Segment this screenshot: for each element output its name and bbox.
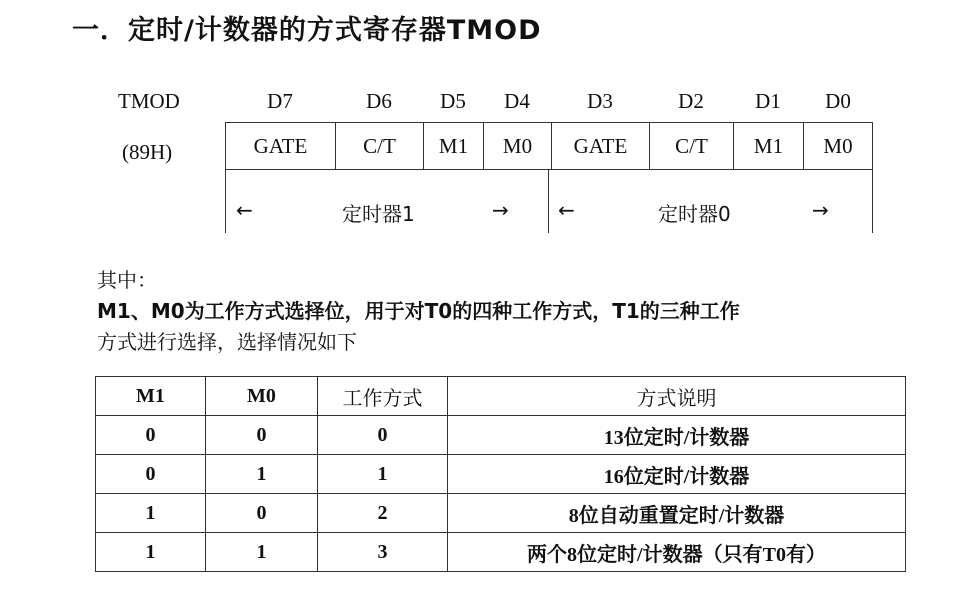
- cell-description: 16位定时/计数器: [448, 455, 906, 494]
- description-line1: M1、M0为工作方式选择位，用于对T0的四种工作方式，T1的三种工作: [97, 299, 740, 323]
- cell-mode: 1: [318, 455, 448, 494]
- group-divider-middle: [548, 170, 549, 233]
- header-m1: M1: [96, 377, 206, 416]
- cell-m0: 1: [206, 455, 318, 494]
- page-title: 一．定时/计数器的方式寄存器TMOD: [72, 15, 542, 46]
- cell-mode: 2: [318, 494, 448, 533]
- field-m0-t0: M0: [803, 123, 873, 169]
- description-intro: 其中：: [97, 268, 157, 292]
- field-ct-t0: C/T: [649, 123, 733, 169]
- cell-mode: 3: [318, 533, 448, 572]
- field-m1-t1: M1: [423, 123, 483, 169]
- timer1-left-arrow: ←: [236, 198, 253, 222]
- cell-m1: 0: [96, 455, 206, 494]
- register-name: TMOD: [118, 89, 180, 113]
- bit-label-d5: D5: [440, 89, 466, 113]
- cell-m1: 1: [96, 533, 206, 572]
- cell-m0: 1: [206, 533, 318, 572]
- field-gate-t1: GATE: [225, 123, 335, 169]
- table-row: [96, 533, 906, 572]
- header-mode: 工作方式: [318, 377, 448, 416]
- bit-label-d3: D3: [587, 89, 613, 113]
- cell-description: 8位自动重置定时/计数器: [448, 494, 906, 533]
- cell-description: 两个8位定时/计数器（只有T0有）: [448, 533, 906, 572]
- field-gate-t0: GATE: [551, 123, 649, 169]
- cell-m0: 0: [206, 416, 318, 455]
- timer0-left-arrow: ←: [558, 198, 575, 222]
- header-m0: M0: [206, 377, 318, 416]
- cell-m1: 1: [96, 494, 206, 533]
- table-row: [96, 416, 906, 455]
- cell-m0: 0: [206, 494, 318, 533]
- timer0-right-arrow: →: [812, 198, 829, 222]
- mode-table-header-row: [96, 377, 906, 416]
- header-description: 方式说明: [448, 377, 906, 416]
- register-fields-row: [225, 122, 873, 170]
- group-divider-right: [872, 170, 873, 233]
- mode-table: [95, 376, 906, 572]
- table-row: [96, 455, 906, 494]
- timer1-label: 定时器1: [342, 202, 415, 226]
- bit-label-d1: D1: [755, 89, 781, 113]
- cell-description: 13位定时/计数器: [448, 416, 906, 455]
- bit-label-d2: D2: [678, 89, 704, 113]
- bit-label-d4: D4: [504, 89, 530, 113]
- register-address: (89H): [122, 140, 173, 164]
- field-m0-t1: M0: [483, 123, 551, 169]
- field-ct-t1: C/T: [335, 123, 423, 169]
- bit-label-d7: D7: [267, 89, 293, 113]
- timer1-right-arrow: →: [492, 198, 509, 222]
- field-m1-t0: M1: [733, 123, 803, 169]
- cell-m1: 0: [96, 416, 206, 455]
- bit-label-d6: D6: [366, 89, 392, 113]
- table-row: [96, 494, 906, 533]
- description-line2: 方式进行选择，选择情况如下: [97, 330, 357, 354]
- group-divider-left: [225, 170, 226, 233]
- bit-labels-row: [225, 89, 873, 115]
- timer0-label: 定时器0: [658, 202, 731, 226]
- cell-mode: 0: [318, 416, 448, 455]
- bit-label-d0: D0: [825, 89, 851, 113]
